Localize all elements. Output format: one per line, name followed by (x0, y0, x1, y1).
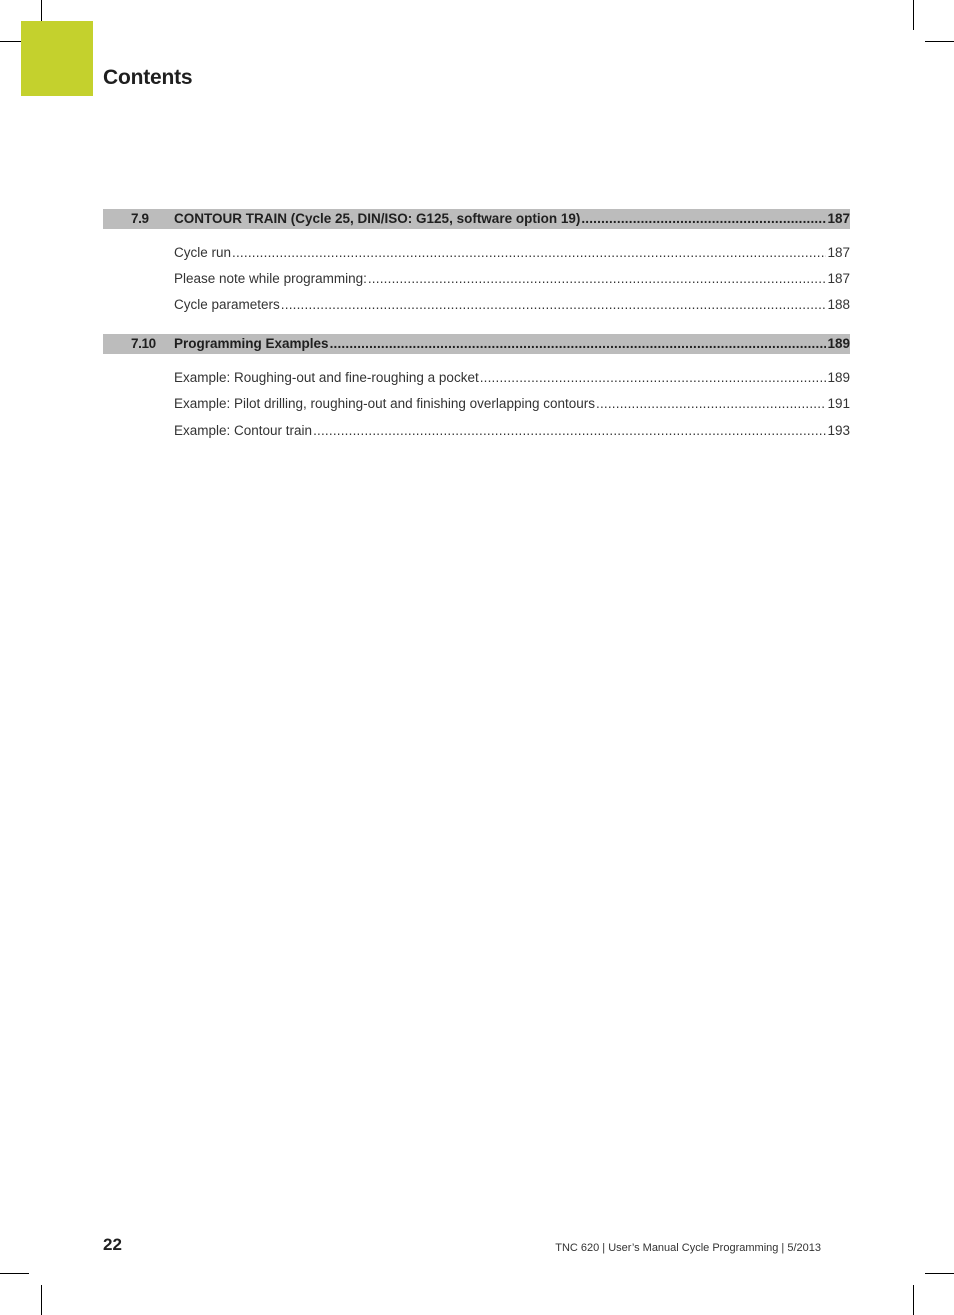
toc-section-7-9 (103, 209, 850, 229)
crop-mark-bottom-left-horizontal (0, 1273, 29, 1274)
leader-dots (480, 370, 827, 385)
section-title: Programming Examples (174, 336, 329, 351)
crop-mark-top-right-horizontal (925, 41, 954, 42)
leader-dots (368, 271, 827, 286)
leader-dots (330, 336, 827, 351)
leader-dots (281, 297, 827, 312)
toc-entry[interactable] (174, 297, 850, 312)
entry-page-number: 187 (827, 245, 850, 260)
chapter-accent-block (21, 21, 93, 96)
leader-dots (232, 245, 826, 260)
entry-page-number: 189 (827, 370, 850, 385)
entry-title: Example: Contour train (174, 423, 313, 438)
entry-page-number: 188 (827, 297, 850, 312)
page-title: Contents (103, 66, 193, 89)
crop-mark-top-right-vertical (913, 0, 914, 30)
section-title: CONTOUR TRAIN (Cycle 25, DIN/ISO: G125, software option 19) (174, 211, 581, 226)
entry-title: Cycle run (174, 245, 232, 260)
entry-title: Please note while programming: (174, 271, 367, 286)
entry-title: Cycle parameters (174, 297, 280, 312)
toc-entry[interactable] (174, 370, 850, 385)
toc-entry[interactable] (174, 423, 850, 438)
section-number: 7.9 (131, 211, 149, 226)
crop-mark-bottom-left-vertical (41, 1285, 42, 1315)
entry-title: Example: Pilot drilling, roughing-out and finishing overlapping contours (174, 396, 595, 411)
toc-entry[interactable] (174, 271, 850, 286)
crop-mark-top-left-vertical (41, 0, 42, 21)
leader-dots (313, 423, 826, 438)
leader-dots (581, 211, 826, 226)
leader-dots (596, 396, 826, 411)
crop-mark-bottom-right-vertical (913, 1285, 914, 1315)
section-number: 7.10 (131, 336, 156, 351)
crop-mark-top-left-horizontal (0, 41, 21, 42)
footer-text: TNC 620 | User’s Manual Cycle Programming | 5/2013 (555, 1242, 821, 1254)
entry-page-number: 187 (827, 271, 850, 286)
section-page-number: 187 (827, 211, 850, 226)
toc-entry[interactable] (174, 245, 850, 260)
entry-page-number: 191 (827, 396, 850, 411)
entry-page-number: 193 (827, 423, 850, 438)
toc-entry[interactable] (174, 396, 850, 411)
entry-title: Example: Roughing-out and fine-roughing a pocket (174, 370, 479, 385)
toc-section-7-10 (103, 334, 850, 354)
page-number: 22 (103, 1235, 122, 1254)
toc-section-header[interactable] (103, 209, 850, 229)
section-page-number: 189 (827, 336, 850, 351)
toc-section-header[interactable] (103, 334, 850, 354)
crop-mark-bottom-right-horizontal (925, 1273, 954, 1274)
